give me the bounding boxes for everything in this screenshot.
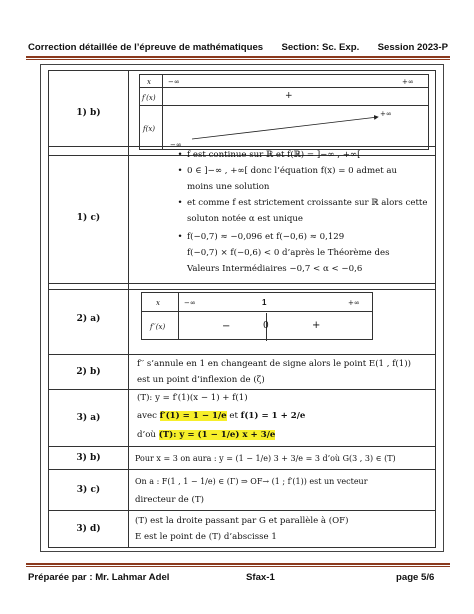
row-label: 3) c) xyxy=(49,470,129,510)
text-line: et comme f est strictement croissante sur ℝ alors cette xyxy=(187,198,428,208)
text-line: f est continue sur ℝ et f(ℝ) = ]−∞ , +∞[ xyxy=(187,150,361,160)
text-line: Pour x = 3 on aura : y = (1 − 1/e) 3 + 3/e = 3 d’où G(3 , 3) ∈ (T) xyxy=(135,454,396,463)
footer-rule xyxy=(26,563,450,565)
text-line: E est le point de (T) d’abscisse 1 xyxy=(135,532,277,542)
fsecond-label: f′′(x) xyxy=(150,323,166,331)
text-line: f(−0,7) ≈ −0,096 et f(−0,6) ≈ 0,129 xyxy=(187,232,345,242)
page-header xyxy=(28,42,448,53)
row-label: 2) a) xyxy=(49,284,129,354)
highlight-tangent: (T): y = (1 − 1/e) x + 3/e xyxy=(158,430,276,440)
row-label: 2) b) xyxy=(49,355,129,389)
row-label: 1) c) xyxy=(49,147,129,289)
row-1b xyxy=(48,70,436,156)
text-line: f(−0,7) × f(−0,6) < 0 d’après le Théorème des xyxy=(187,248,390,258)
row-3d xyxy=(48,510,436,548)
x-minus-inf: −∞ xyxy=(184,299,196,307)
header-rule-thin xyxy=(26,59,450,60)
highlight-derivative: f′(1) = 1 − 1/e xyxy=(159,411,227,421)
row-label: 3) b) xyxy=(49,447,129,469)
text-fragment: avec xyxy=(137,411,160,421)
row-3a xyxy=(48,389,436,447)
increasing-arrow-icon xyxy=(140,75,430,151)
x-one: 1 xyxy=(262,298,267,307)
text-fragment: et xyxy=(226,411,241,421)
text-line: (T) est la droite passant par G et parallèle à (OF) xyxy=(135,516,349,526)
fprime-sign: + xyxy=(285,91,293,101)
row-label: 3) a) xyxy=(49,390,129,446)
footer-place: Sfax-1 xyxy=(246,572,275,583)
footer-page: page 5/6 xyxy=(396,572,435,583)
text-line: f′′ s’annule en 1 en changeant de signe alors le point E(1 , f(1)) xyxy=(137,359,411,369)
text-line: Valeurs Intermédiaires −0,7 < α < −0,6 xyxy=(187,264,363,274)
row-2b xyxy=(48,354,436,390)
variation-table xyxy=(139,74,429,150)
sign-zero: 0 xyxy=(263,321,269,331)
header-rule xyxy=(26,56,450,58)
x-plus-inf: +∞ xyxy=(348,299,360,307)
x-minus-inf: −∞ xyxy=(168,78,180,86)
text-line: est un point d’inflexion de (ζ) xyxy=(137,375,265,385)
f-limit-minus: −∞ xyxy=(170,141,182,149)
bullet-icon: • xyxy=(177,166,183,176)
f-limit-plus: +∞ xyxy=(380,110,392,118)
text-line: 0 ∈ ]−∞ , +∞[ donc l’équation f(x) = 0 admet au xyxy=(187,166,398,176)
value-f1: f(1) = 1 + 2/e xyxy=(240,411,306,421)
bullet-icon: • xyxy=(177,198,183,208)
text-line: soluton notée α est unique xyxy=(187,214,303,224)
row-3c xyxy=(48,469,436,511)
text-line: (T): y = f′(1)(x − 1) + f(1) xyxy=(137,393,248,403)
row-3b xyxy=(48,446,436,470)
row-1c xyxy=(48,146,436,290)
footer-author: Préparée par : Mr. Lahmar Adel xyxy=(28,572,170,583)
x-label: x xyxy=(156,299,160,307)
text-line: moins une solution xyxy=(187,182,270,192)
footer-rule-thin xyxy=(26,566,450,567)
fprime-label: f′(x) xyxy=(142,94,156,102)
sign-plus: + xyxy=(312,320,321,331)
sign-minus: − xyxy=(222,321,231,332)
row-label: 1) b) xyxy=(49,71,129,155)
row-label: 3) d) xyxy=(49,511,129,547)
text-fragment: d’où xyxy=(137,430,159,440)
x-label: x xyxy=(147,78,151,86)
header-title: Correction détaillée de l’épreuve de mathématiques xyxy=(28,42,264,53)
x-plus-inf: +∞ xyxy=(402,78,414,86)
sign-table xyxy=(141,292,373,340)
text-line: directeur de (T) xyxy=(135,495,204,505)
header-section: Section: Sc. Exp. xyxy=(281,42,360,53)
bullet-icon: • xyxy=(177,150,183,160)
header-session: Session 2023-P xyxy=(377,42,448,53)
row-2a xyxy=(48,283,436,355)
text-line: On a : F(1 , 1 − 1/e) ∈ (Γ) ⇒ OF→ (1 ; f′(1)) est un vecteur xyxy=(135,477,368,486)
f-label: f(x) xyxy=(143,125,156,133)
bullet-icon: • xyxy=(177,232,183,242)
